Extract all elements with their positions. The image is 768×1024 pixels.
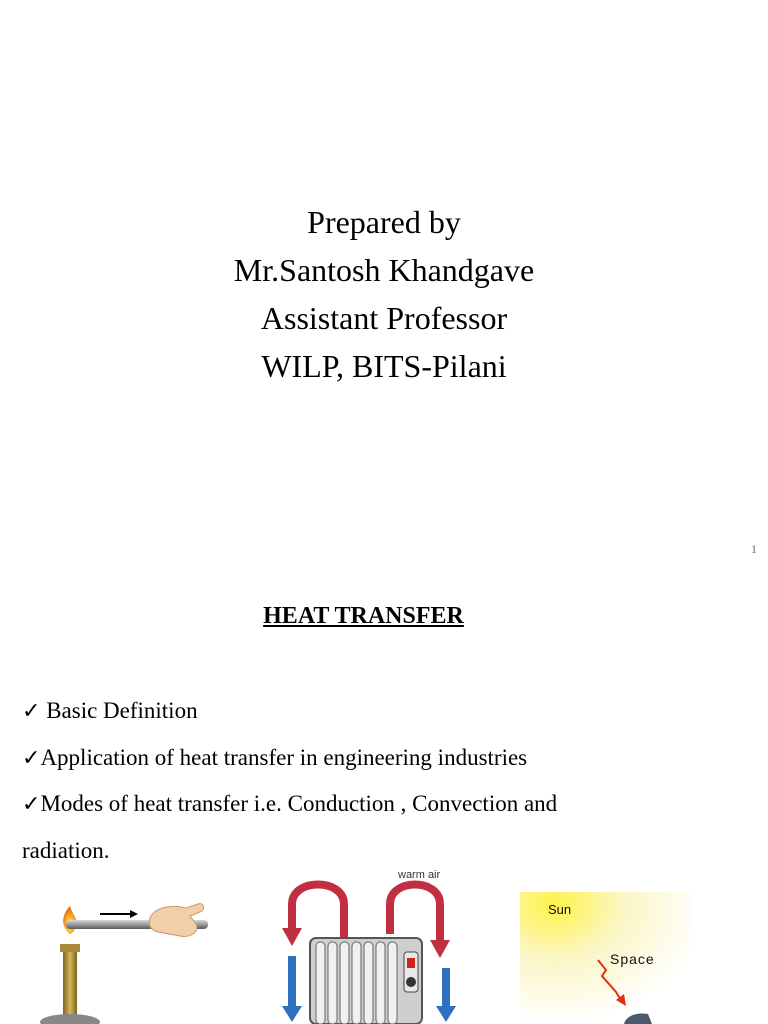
author-name: Mr.Santosh Khandgave [233,252,535,288]
bullet-modes [22,789,557,820]
sun-label: Sun [548,902,572,917]
bullet-text: Basic Definition [40,698,198,723]
sun-glow [520,892,690,1024]
conduction-illustration [30,880,220,1024]
prepared-by-line: Prepared by [307,204,461,240]
bullet-text: Modes of heat transfer i.e. Conduction , Convection and [40,791,558,816]
checkmark-icon: ✓ [22,746,41,771]
page-number: 1 [751,542,757,556]
author-institution: WILP, BITS-Pilani [261,348,507,384]
bullet-basic-definition [22,696,198,727]
slide-title: HEAT TRANSFER [263,603,464,629]
radiator-icon [310,938,422,1024]
burner-icon [63,950,77,1020]
space-label: Space [610,951,655,967]
bullet-applications [22,743,527,774]
bullet-continuation: radiation. [22,838,110,863]
bullet-text: Application of heat transfer in engineering industries [40,745,528,770]
author-designation: Assistant Professor [260,300,508,336]
warm-air-label: warm air [398,869,441,881]
checkmark-icon: ✓ [22,792,41,817]
checkmark-icon: ✓ [22,699,41,724]
warm-air-arrow-right [390,885,440,945]
convection-illustration [270,864,470,1024]
radiation-illustration [520,892,690,1024]
